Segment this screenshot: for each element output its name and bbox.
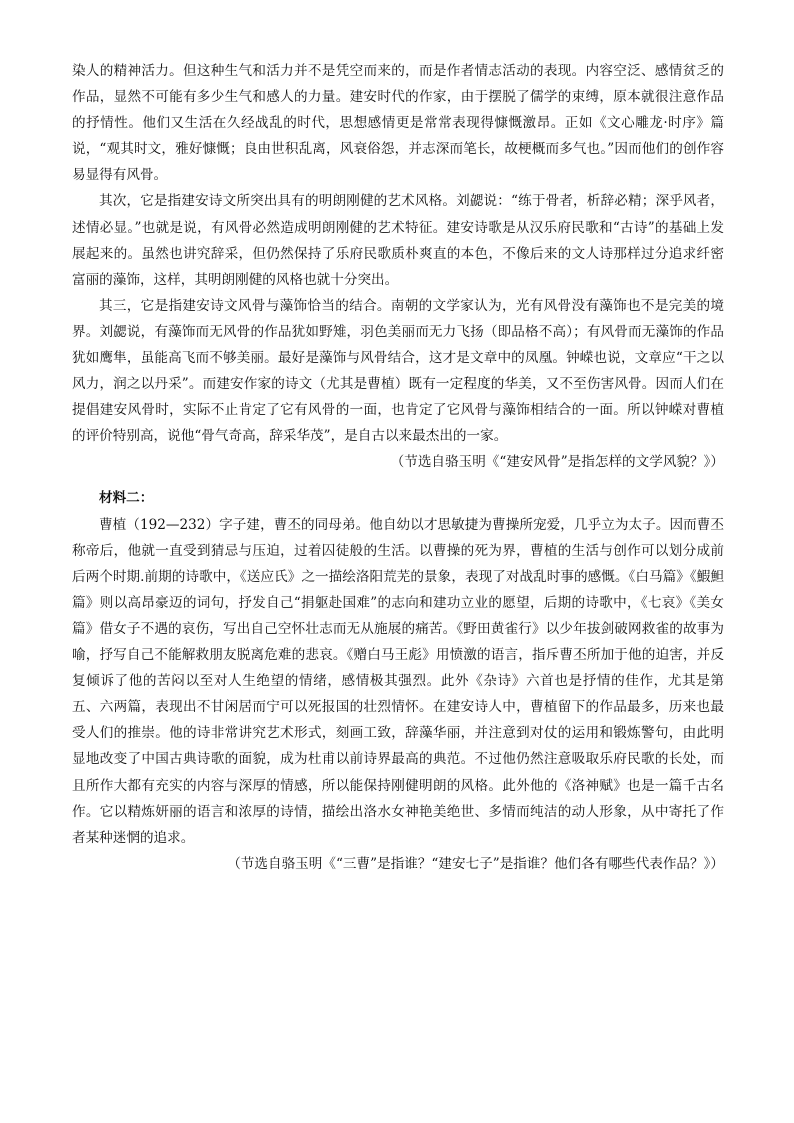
- material1-paragraph-2: 其次，它是指建安诗文所突出具有的明朗刚健的艺术风格。刘勰说：“练于骨者，析辞必精；深乎风者，述情必显。”也就是说，有风骨必然造成明朗刚健的艺术特征。建安诗歌是从汉乐府民歌和“古诗”的基础上发展起来的。虽然也讲究辞采，但仍然保持了乐府民歌质朴爽直的本色，不像后来的文人诗那样过分追求纤密富丽的藻饰，这样，其明朗刚健的风格也就十分突出。: [72, 193, 724, 288]
- section-divider: [72, 476, 724, 480]
- material2-heading: 材料二：: [99, 489, 154, 506]
- material1-source: （节选自骆玉明《“建安风骨”是指怎样的文学风貌？》）: [390, 454, 724, 471]
- material2-source: （节选自骆玉明《“三曹”是指谁？“建安七子”是指谁？他们各有哪些代表作品？》）: [227, 855, 724, 872]
- material2-paragraph: 曹植（192—232）字子建，曹丕的同母弟。他自幼以才思敏捷为曹操所宠爱，几乎立为太子。因而曹丕称帝后，他就一直受到猜忌与压迫，过着囚徒般的生活。以曹操的死为界，曹植的生活与创作可以划分成前后两个时期.前期的诗歌中，《送应氏》之一描绘洛阳荒芜的景象，表现了对战乱时事的感慨。《白马篇》《鰕䱇篇》则以高昂豪迈的词句，抒发自己“捐躯赴国难”的志向和建功立业的愿望，后期的诗歌中，《七哀》《美女篇》借女子不遇的哀伤，写出自己空怀壮志而无从施展的痛苦。《野田黄雀行》以少年拔剑破网救雀的故事为喻，抒写自己不能解救朋友脱离危难的悲哀。《赠白马王彪》用愤激的语言，指斥曹丕所加于他的迫害，并反复倾诉了他的苦闷以至对人生绝望的情绪，感情极其强烈。此外《杂诗》六首也是抒情的佳作，尤其是第五、六两篇，表现出不甘闲居而宁可以死报国的壮烈情怀。在建安诗人中，曹植留下的作品最多，历来也最受人们的推崇。他的诗非常讲究艺术形式，刻画工致，辞藻华丽，并注意到对仗的运用和锻炼警句，由此明显地改变了中国古典诗歌的面貌，成为杜甫以前诗界最高的典范。不过他仍然注意吸取乐府民歌的长处，而且所作大都有充实的内容与深厚的情感，所以能保持刚健明朗的风格。此外他的《洛神赋》也是一篇千古名作。它以精炼妍丽的语言和浓厚的诗情，描绘出洛水女神艳美绝世、多情而纯洁的动人形象，从中寄托了作者某种迷惘的追求。: [72, 516, 724, 846]
- document-page: [72, 58, 724, 877]
- material1-paragraph-3: 其三，它是指建安诗文风骨与藻饰恰当的结合。南朝的文学家认为，光有风骨没有藻饰也不是完美的境界。刘勰说，有藻饰而无风骨的作品犹如野雉，羽色美丽而无力飞扬（即品格不高）；有风骨而无藻饰的作品犹如鹰隼，虽能高飞而不够美丽。最好是藻饰与风骨结合，这才是文章中的凤凰。钟嵘也说，文章应“干之以风力，润之以丹采”。而建安作家的诗文（尤其是曹植）既有一定程度的华美，又不至伤害风骨。因而人们在提倡建安风骨时，实际不止肯定了它有风骨的一面，也肯定了它风骨与藻饰相结合的一面。所以钟嵘对曹植的评价特别高，说他“骨气奇高，辞采华茂”，是自古以来最杰出的一家。: [72, 297, 724, 445]
- material1-paragraph-1: 染人的精神活力。但这种生气和活力并不是凭空而来的，而是作者情志活动的表现。内容空泛、感情贫乏的作品，显然不可能有多少生气和感人的力量。建安时代的作家，由于摆脱了儒学的束缚，原本就很注意作品的抒情性。他们又生活在久经战乱的时代，思想感情更是常常表现得慷慨激昂。正如《文心雕龙·时序》篇说，“观其时文，雅好慷慨；良由世积乱离，风衰俗怨，并志深而笔长，故梗概而多气也。”因而他们的创作容易显得有风骨。: [72, 63, 724, 184]
